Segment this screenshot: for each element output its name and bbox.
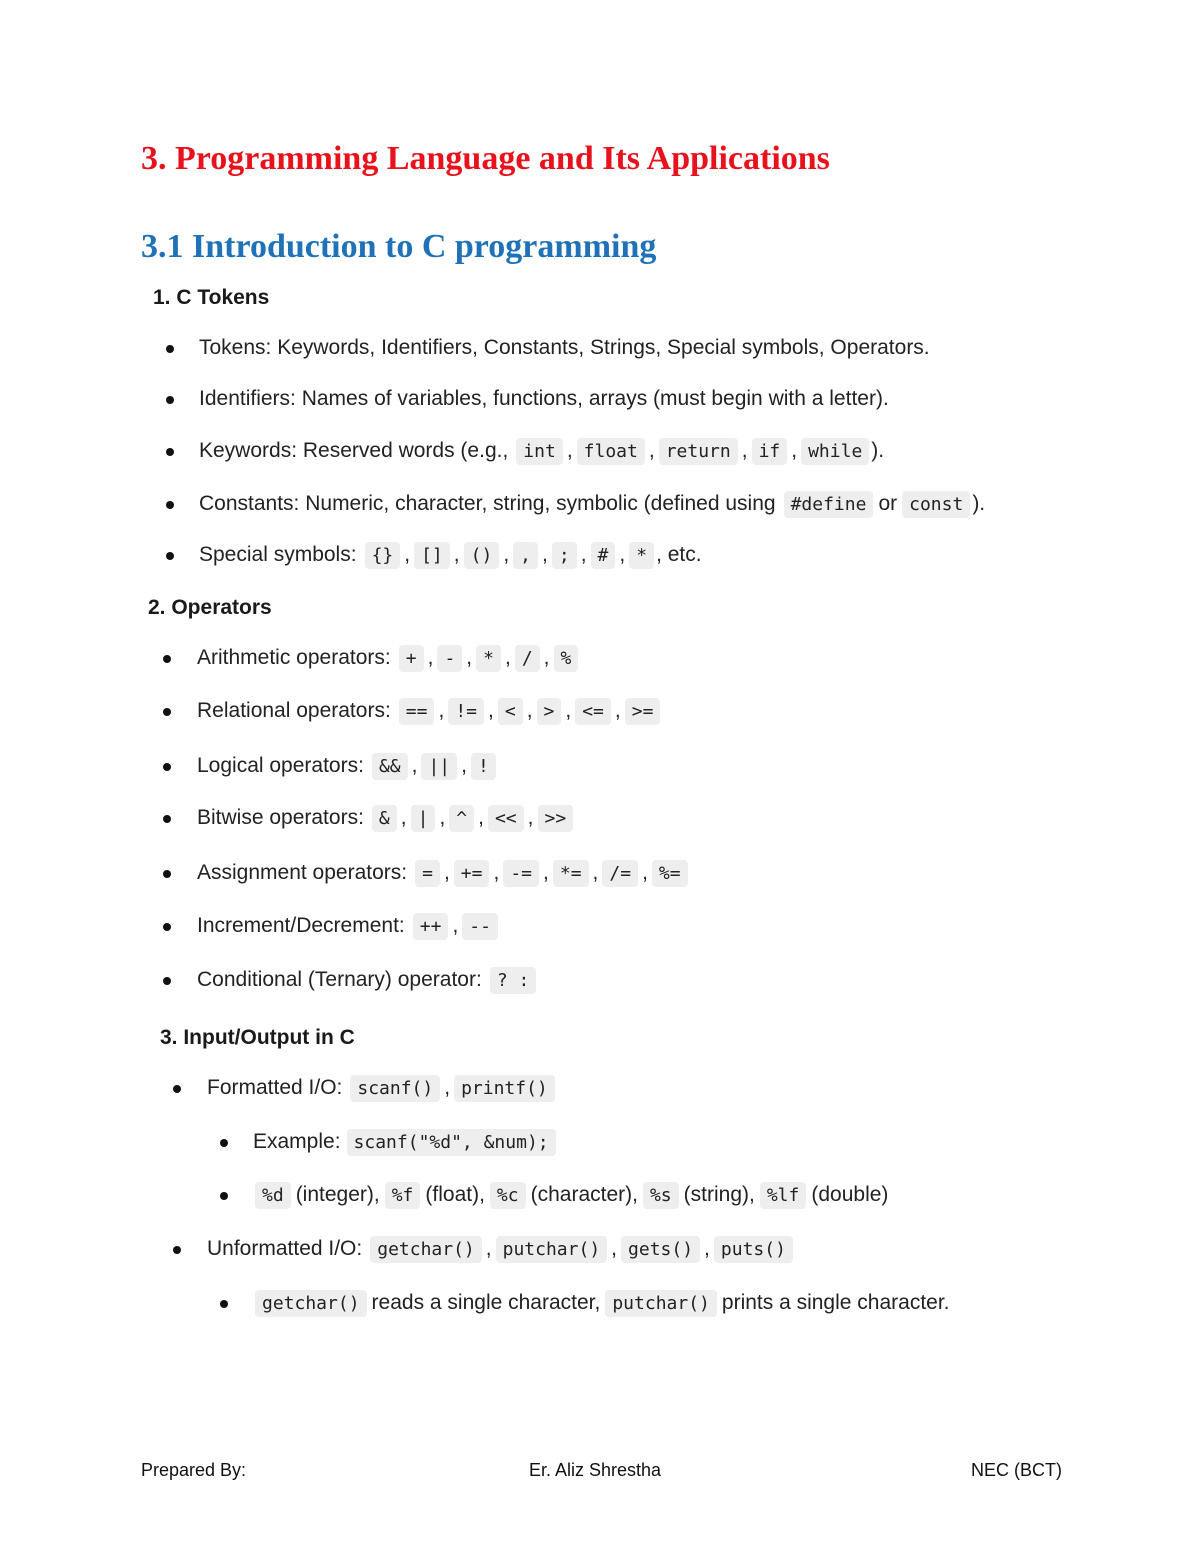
relational-label: Relational operators: (197, 699, 391, 722)
bullet (163, 708, 171, 716)
code-op: ++ (413, 913, 449, 940)
putchar-desc: prints a single character. (721, 1291, 950, 1314)
bullet (220, 1300, 228, 1308)
code-const: const (902, 491, 970, 518)
chapter-heading: 3. Programming Language and Its Applications (141, 140, 830, 177)
code-op: > (537, 698, 562, 725)
conditional-label: Conditional (Ternary) operator: (197, 968, 482, 991)
code-putchar: putchar() (496, 1236, 608, 1263)
list-item: Special symbols: {} , [] , () , , , ; , # , * , etc. (199, 539, 702, 571)
list-item: Keywords: Reserved words (e.g., int , float , return , if , while ). (199, 435, 884, 467)
code-parens: () (464, 542, 500, 569)
constants-end: ). (972, 492, 986, 515)
list-item (199, 383, 889, 415)
code-if: if (752, 438, 788, 465)
bullet (163, 977, 171, 985)
spec-desc: (float), (425, 1183, 485, 1206)
code-op: + (399, 645, 424, 672)
list-item: Unformatted I/O: getchar() , putchar() , gets() , puts() (207, 1233, 795, 1265)
bullet (166, 396, 174, 404)
formatted-io-label: Formatted I/O: (207, 1076, 343, 1099)
code-op: -= (503, 860, 539, 887)
code-semicolon: ; (552, 542, 577, 569)
special-symbols-label: Special symbols: (199, 543, 357, 566)
code-op: | (411, 805, 436, 832)
code-hash: # (591, 542, 616, 569)
operators-title: 2. Operators (148, 596, 272, 619)
code-gets: gets() (621, 1236, 700, 1263)
code-op: *= (553, 860, 589, 887)
code-define: #define (784, 491, 874, 518)
list-item: Increment/Decrement: ++ , -- (197, 910, 500, 942)
code-spec: %c (490, 1182, 526, 1209)
list-item: Formatted I/O: scanf() , printf() (207, 1072, 557, 1104)
code-brackets: [] (414, 542, 450, 569)
list-item (199, 488, 985, 520)
code-getchar: getchar() (370, 1236, 482, 1263)
bullet (166, 552, 174, 560)
constants-label: Constants: Numeric, character, string, symbolic (defined using (199, 492, 776, 515)
list-item: Arithmetic operators: + , - , * , / , % (197, 642, 580, 674)
code-example: scanf("%d", &num); (347, 1129, 556, 1156)
code-op: += (454, 860, 490, 887)
code-braces: {} (365, 542, 401, 569)
list-item (199, 332, 930, 364)
code-spec: %s (643, 1182, 679, 1209)
list-item: Assignment operators: = , += , -= , *= , /= , %= (197, 857, 690, 889)
code-op: & (372, 805, 397, 832)
tokens-title: 1. C Tokens (153, 286, 270, 309)
code-spec: %f (385, 1182, 421, 1209)
bullet (163, 763, 171, 771)
bullet (220, 1192, 228, 1200)
code-op: < (498, 698, 523, 725)
logical-label: Logical operators: (197, 754, 364, 777)
code-op: >= (625, 698, 661, 725)
code-op: ^ (449, 805, 474, 832)
code-ternary: ? : (490, 967, 537, 994)
unformatted-io-label: Unformatted I/O: (207, 1237, 363, 1260)
example-label: Example: (253, 1130, 341, 1153)
list-item: Logical operators: && , || , ! (197, 750, 498, 782)
section-heading: 3.1 Introduction to C programming (141, 228, 657, 265)
code-op: - (437, 645, 462, 672)
code-comma: , (513, 542, 538, 569)
spec-desc: (double) (811, 1183, 889, 1206)
code-op: || (421, 753, 457, 780)
list-item (253, 1126, 558, 1158)
footer-prepared-by: Prepared By: (141, 1460, 247, 1480)
assignment-label: Assignment operators: (197, 861, 408, 884)
list-item: Bitwise operators: & , | , ^ , << , >> (197, 802, 575, 834)
bullet (163, 870, 171, 878)
code-op: -- (462, 913, 498, 940)
code-op: && (372, 753, 408, 780)
bullet (166, 345, 174, 353)
code-printf: printf() (454, 1075, 555, 1102)
bullet (173, 1085, 181, 1093)
constants-or: or (878, 492, 898, 515)
getchar-desc: reads a single character, (371, 1291, 601, 1314)
bullet (163, 655, 171, 663)
code-op: %= (652, 860, 688, 887)
bullet (173, 1246, 181, 1254)
identifiers-item-text: Identifiers: Names of variables, functions, arrays (must begin with a letter). (199, 387, 889, 410)
increment-label: Increment/Decrement: (197, 914, 405, 937)
spec-desc: (character), (530, 1183, 638, 1206)
code-op: * (476, 645, 501, 672)
code-op: << (488, 805, 524, 832)
spec-desc: (integer), (295, 1183, 380, 1206)
code-op: /= (602, 860, 638, 887)
footer-author: Er. Aliz Shrestha (529, 1460, 662, 1480)
bullet (163, 815, 171, 823)
special-symbols-end: , etc. (656, 543, 702, 566)
code-op: = (415, 860, 440, 887)
bullet (163, 923, 171, 931)
code-puts: puts() (714, 1236, 793, 1263)
code-op: == (399, 698, 435, 725)
code-getchar: getchar() (255, 1290, 367, 1317)
spec-desc: (string), (683, 1183, 755, 1206)
code-putchar: putchar() (605, 1290, 717, 1317)
keywords-end: ). (871, 439, 885, 462)
code-asterisk: * (629, 542, 654, 569)
code-float: float (577, 438, 645, 465)
io-title: 3. Input/Output in C (160, 1026, 355, 1049)
code-op: / (515, 645, 540, 672)
code-int: int (516, 438, 563, 465)
arithmetic-label: Arithmetic operators: (197, 646, 391, 669)
code-scanf: scanf() (350, 1075, 440, 1102)
code-while: while (801, 438, 869, 465)
code-op: ! (471, 753, 496, 780)
code-spec: %lf (760, 1182, 807, 1209)
keywords-label: Keywords: Reserved words (e.g., (199, 439, 509, 462)
list-item (253, 1179, 891, 1211)
code-spec: %d (255, 1182, 291, 1209)
bitwise-label: Bitwise operators: (197, 806, 364, 829)
code-return: return (659, 438, 738, 465)
footer-institution: NEC (BCT) (971, 1460, 1062, 1480)
list-item: Relational operators: == , != , < , > , <= , >= (197, 695, 662, 727)
code-op: % (554, 645, 579, 672)
code-op: >> (538, 805, 574, 832)
bullet (166, 501, 174, 509)
list-item (253, 1287, 953, 1319)
list-item (197, 964, 538, 996)
code-op: <= (575, 698, 611, 725)
bullet (166, 448, 174, 456)
bullet (220, 1139, 228, 1147)
tokens-item-text: Tokens: Keywords, Identifiers, Constants, Strings, Special symbols, Operators. (199, 336, 930, 359)
code-op: != (448, 698, 484, 725)
